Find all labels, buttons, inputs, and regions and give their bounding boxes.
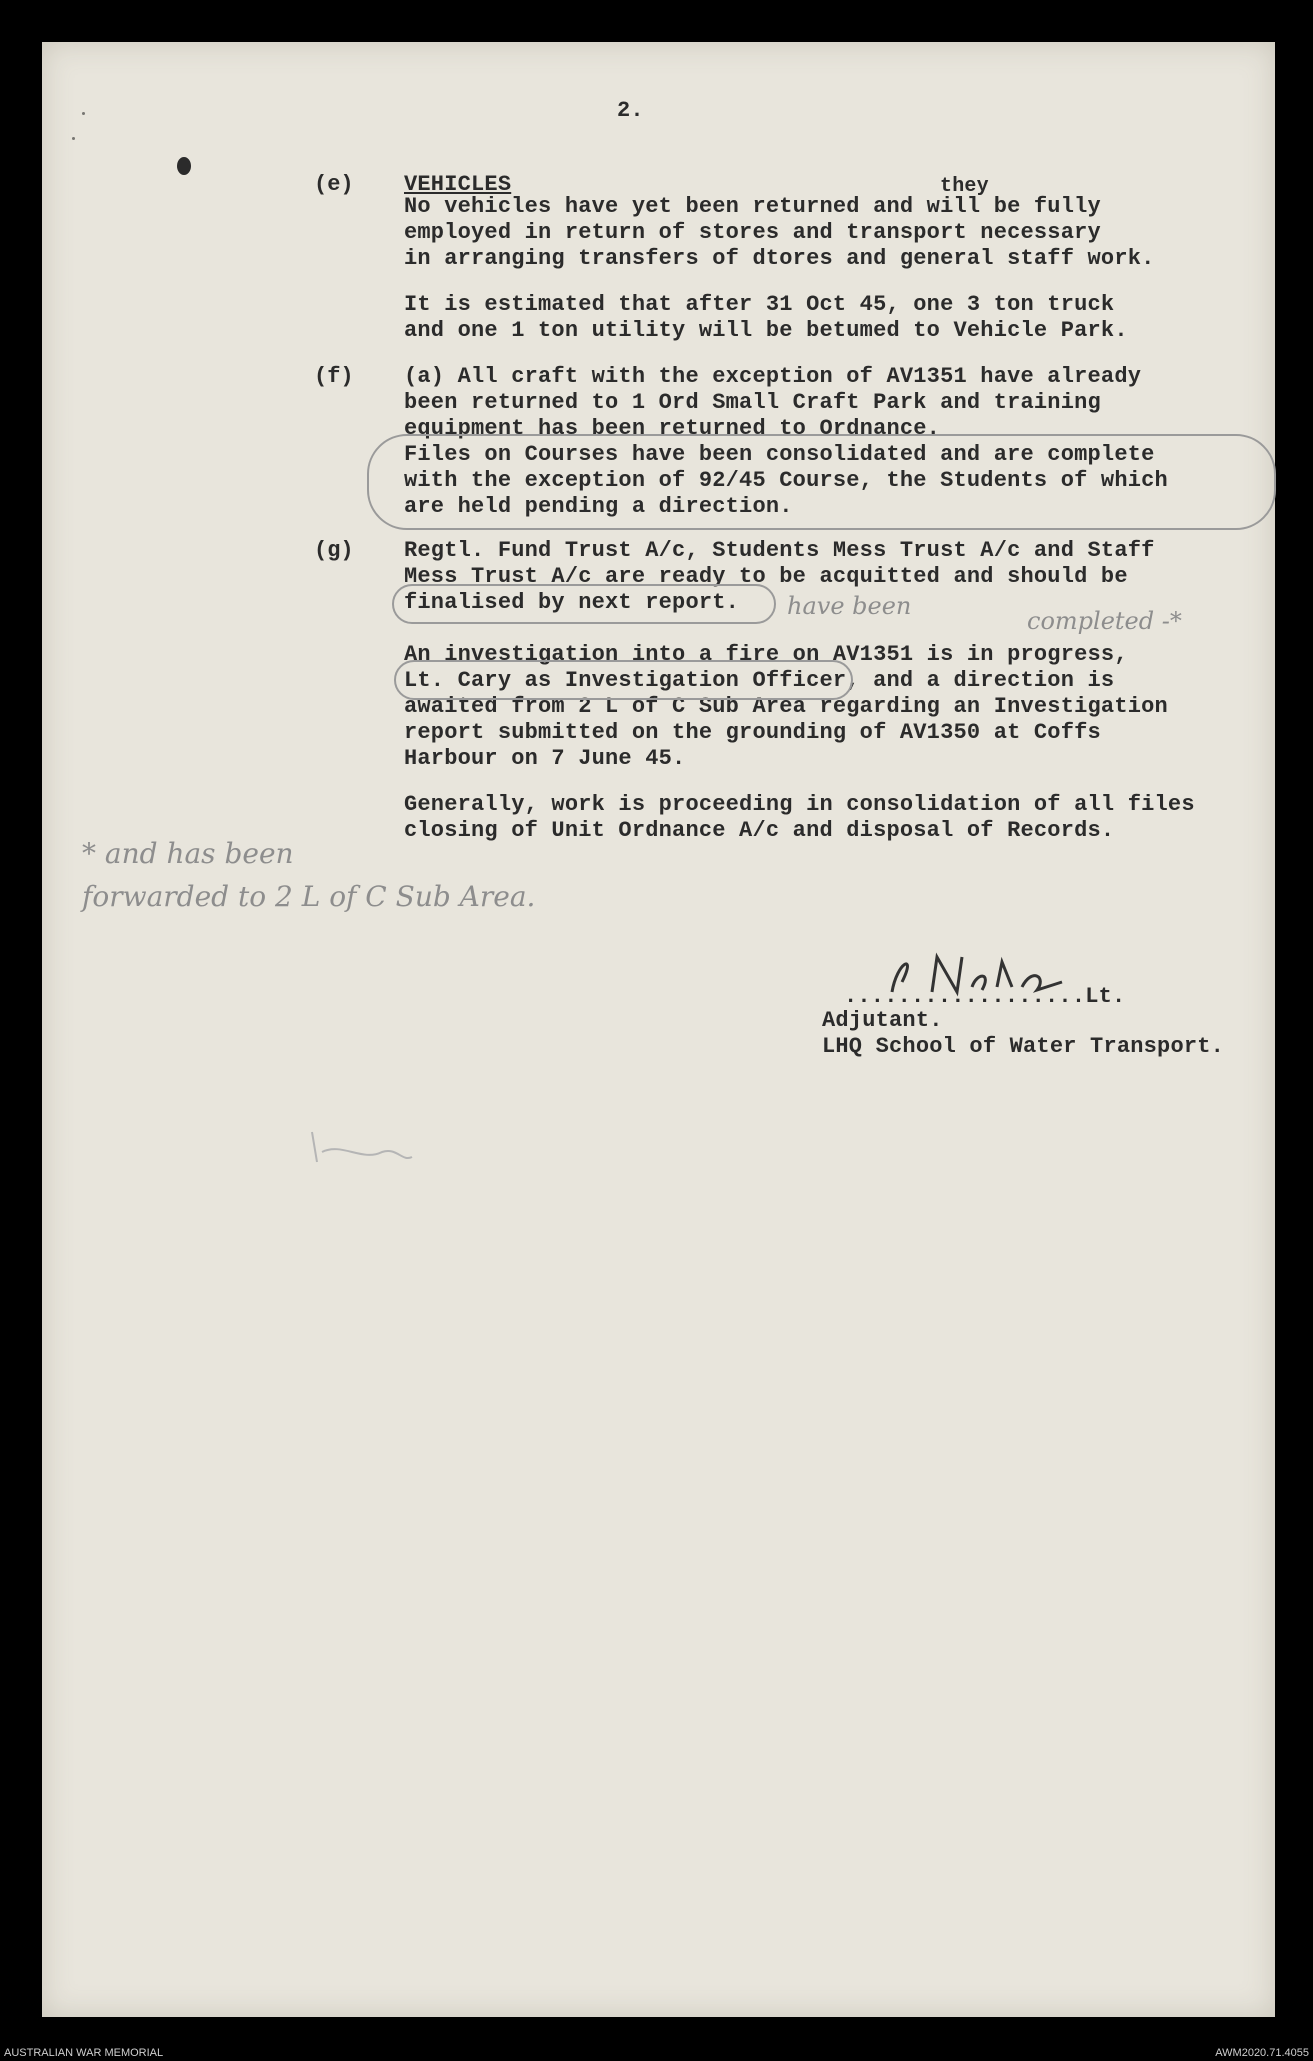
signature-dots: ..................Lt. — [844, 984, 1126, 1009]
para-g-p3-line-1: Generally, work is proceeding in consolidation of all files — [404, 792, 1195, 817]
para-f-line-1: (a) All craft with the exception of AV1351 have already — [404, 364, 1142, 389]
para-f-line-6: are held pending a direction. — [404, 494, 793, 519]
handwritten-completed: completed -* — [1027, 607, 1182, 635]
para-g-p2-line-2: Lt. Cary as Investigation Officer, and a direction is — [404, 668, 1115, 693]
margin-note-line-2: forwarded to 2 L of C Sub Area. — [82, 880, 536, 913]
para-g-line-3: finalised by next report. — [404, 590, 740, 615]
para-e-heading: VEHICLES — [404, 172, 512, 197]
para-g-line-1: Regtl. Fund Trust A/c, Students Mess Trust A/c and Staff — [404, 538, 1155, 563]
pencil-mark — [302, 1122, 422, 1172]
footer-right: AWM2020.71.4055 — [1215, 2047, 1309, 2059]
para-f-label: (f) — [314, 364, 354, 389]
signature-title: Adjutant. — [822, 1008, 943, 1033]
para-g-p2-line-3: awaited from 2 L of C Sub Area regarding an Investigation — [404, 694, 1168, 719]
para-g-p3-line-2: closing of Unit Ordnance A/c and disposal of Records. — [404, 818, 1115, 843]
para-f-line-3: equipment has been returned to Ordnance. — [404, 416, 941, 441]
para-f-line-4: Files on Courses have been consolidated and are complete — [404, 442, 1155, 467]
pencil-circle-files — [367, 434, 1276, 530]
para-e-insert: they — [940, 175, 989, 198]
para-g-line-2: Mess Trust A/c are ready to be acquitted and should be — [404, 564, 1128, 589]
para-g-p2-line-4: report submitted on the grounding of AV1350 at Coffs — [404, 720, 1101, 745]
footer-left: AUSTRALIAN WAR MEMORIAL — [4, 2047, 164, 2059]
signature-unit: LHQ School of Water Transport. — [822, 1034, 1225, 1059]
para-e-line-2: employed in return of stores and transport necessary — [404, 220, 1101, 245]
para-e-p2-line-2: and one 1 ton utility will be betumed to Vehicle Park. — [404, 318, 1128, 343]
pencil-circle-finalised — [392, 584, 776, 624]
pencil-circle-cary — [394, 660, 853, 700]
margin-note-line-1: * and has been — [82, 837, 294, 870]
para-e-p2-line-1: It is estimated that after 31 Oct 45, one 3 ton truck — [404, 292, 1115, 317]
para-g-p2-line-1: An investigation into a fire on AV1351 is in progress, — [404, 642, 1128, 667]
document-page — [42, 42, 1275, 2017]
para-f-line-5: with the exception of 92/45 Course, the Students of which — [404, 468, 1168, 493]
para-f-line-2: been returned to 1 Ord Small Craft Park and training — [404, 390, 1101, 415]
page-number: 2. — [617, 98, 644, 123]
ink-speck — [82, 112, 85, 115]
para-g-label: (g) — [314, 538, 354, 563]
ink-speck — [72, 137, 75, 140]
para-e-line-1: No vehicles have yet been returned and will be fully — [404, 194, 1101, 219]
para-e-label: (e) — [314, 172, 354, 197]
handwritten-have-been: have been — [787, 592, 912, 620]
para-g-p2-line-5: Harbour on 7 June 45. — [404, 746, 686, 771]
ink-speck — [177, 157, 191, 175]
para-e-line-3: in arranging transfers of dtores and general staff work. — [404, 246, 1155, 271]
